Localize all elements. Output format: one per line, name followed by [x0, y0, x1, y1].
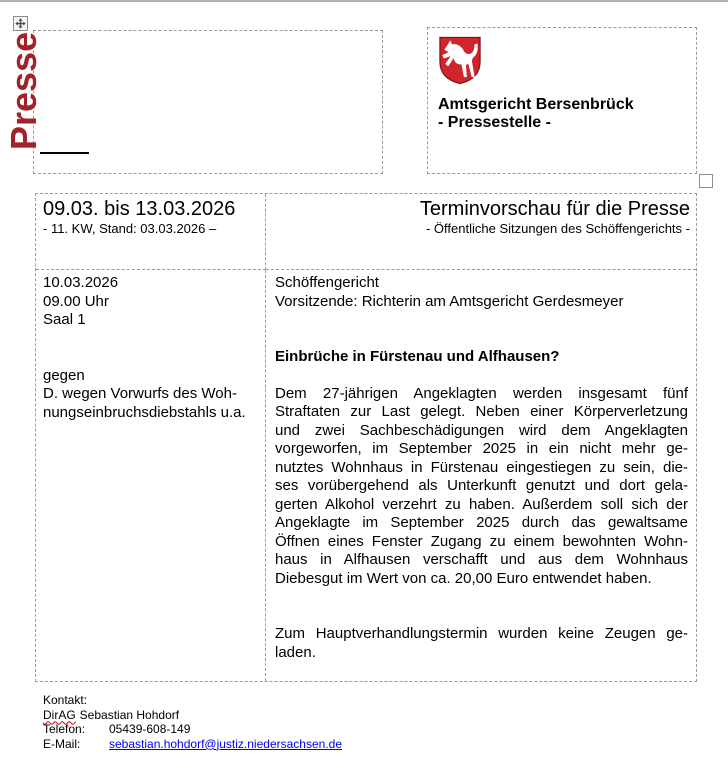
- table-header-title-cell: [266, 194, 696, 270]
- text-line: Dem 27-jährigen Angeklagten werden insgesamt fünf: [275, 384, 688, 402]
- text-line: und zwei Sachbeschädigungen wird dem Angeklagten: [275, 421, 688, 439]
- text-line: ses vorübergehend als Unterkunft genutzt und dort gela-: [275, 477, 688, 494]
- against-label: gegen: [43, 366, 85, 384]
- case-details-cell: [266, 270, 696, 681]
- text-line: nutztes Wohnhaus in Fürstenau eingestiegen zu sein, die-: [275, 458, 688, 476]
- contact-phone-row: [43, 722, 342, 737]
- press-preview-title: Terminvorschau für die Presse: [419, 198, 690, 220]
- table-move-handle[interactable]: [13, 16, 28, 31]
- defendant-lines: [43, 385, 258, 422]
- press-preview-subtitle: - Öffentliche Sitzungen des Schöffengerichts -: [425, 221, 690, 236]
- office-name-line1: Amtsgericht Bersenbrück: [438, 96, 634, 113]
- move-icon: [15, 18, 26, 29]
- week-range: 09.03. bis 13.03.2026: [43, 198, 236, 220]
- case-room: Saal 1: [43, 311, 86, 328]
- phone-label: Telefon:: [43, 722, 86, 737]
- text-line: Öffnen eines Fenster Zugang zu einem bewohnten Wohn-: [275, 532, 688, 550]
- office-name: [438, 96, 634, 132]
- case-closing-paragraph: [275, 625, 688, 662]
- text-line: nungseinbruchsdiebstahls u.a.: [43, 403, 246, 421]
- contact-person: [43, 708, 342, 723]
- contact-email-row: [43, 737, 342, 752]
- lower-saxony-coat-of-arms-icon: [438, 36, 482, 85]
- text-line: Diebesgut im Wert von ca. 20,00 Euro entwendet haben.: [275, 569, 652, 587]
- case-date: 10.03.2026: [43, 274, 119, 291]
- presse-underline: [40, 152, 89, 154]
- contact-heading: Kontakt:: [43, 693, 88, 707]
- text-line: gerten Alkohol verzehrt zu haben. Außerdem soll sich der: [275, 495, 688, 513]
- text-line: vorgeworfen, im September 2025 in ein nicht mehr ge-: [275, 440, 688, 457]
- contact-person-title: DirAG: [43, 707, 76, 722]
- defendant-block: [43, 367, 258, 423]
- case-time: 09.00 Uhr: [43, 292, 109, 310]
- contact-block: [43, 693, 342, 751]
- frame-resize-handle[interactable]: [699, 174, 713, 188]
- text-line: laden.: [275, 643, 316, 661]
- presse-banner-label: Presse: [3, 31, 44, 150]
- text-line: D. wegen Vorwurfs des Woh-: [43, 385, 237, 402]
- email-label: E-Mail:: [43, 736, 81, 751]
- text-line: Straftaten zur Last gelegt. Neben einer Körperverletzung: [275, 403, 688, 420]
- case-meta-cell: [36, 270, 266, 681]
- phone-number: 05439-608-149: [109, 722, 191, 737]
- contact-person-name: Sebastian Hohdorf: [79, 707, 180, 722]
- case-body-paragraph: [275, 385, 688, 589]
- schedule-table: [35, 193, 697, 682]
- presiding-judge: Vorsitzende: Richterin am Amtsgericht Gerdesmeyer: [275, 292, 624, 310]
- text-line: haus in Alfhausen verschafft und aus dem Wohnhaus: [275, 551, 688, 568]
- text-line: Angeklagte im September 2025 durch das gewaltsame: [275, 514, 688, 531]
- text-line: Zum Hauptverhandlungstermin wurden keine Zeugen ge-: [275, 625, 688, 642]
- office-name-line2: - Pressestelle -: [438, 114, 551, 131]
- case-headline: Einbrüche in Fürstenau und Alfhausen?: [275, 348, 560, 365]
- email-link[interactable]: sebastian.hohdorf@justiz.niedersachsen.de: [109, 736, 342, 751]
- court-type: Schöffengericht: [275, 274, 379, 291]
- week-detail: - 11. KW, Stand: 03.03.2026 –: [43, 221, 217, 236]
- table-header-week-cell: [36, 194, 266, 270]
